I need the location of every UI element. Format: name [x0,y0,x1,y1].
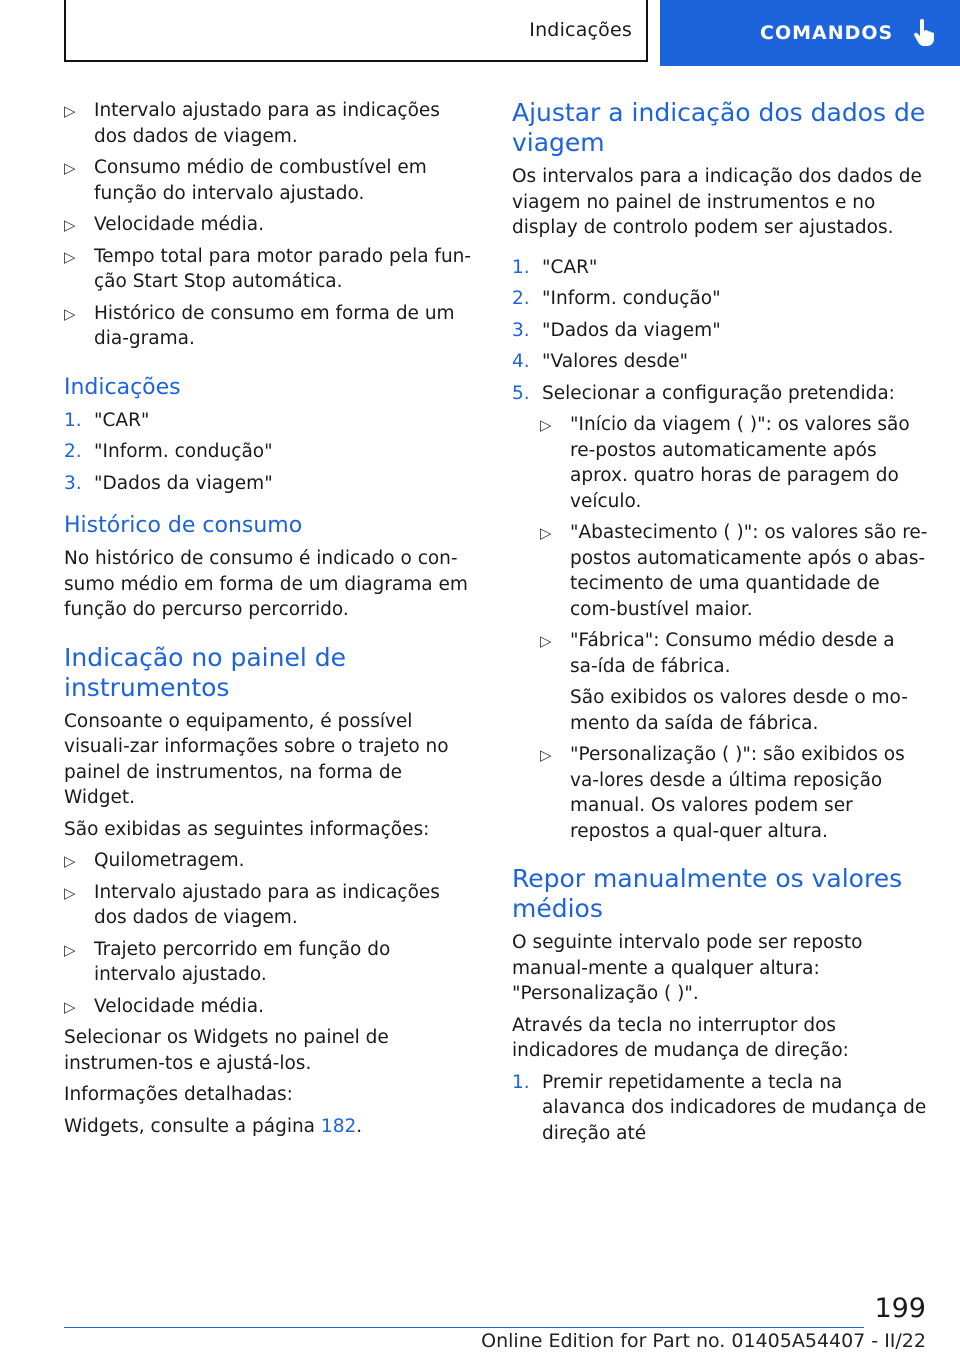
paragraph: Os intervalos para a indicação dos dados de viagem no painel de instrumentos e no display de controlo podem ser ajustados. [512,166,922,238]
paragraph: Selecionar os Widgets no painel de instrumen-tos e ajustá-los. [64,1027,389,1074]
step-item: 2. "Inform. condução" [512,288,721,309]
page-reference-link[interactable]: 182 [320,1115,357,1137]
step-item: 1. "CAR" [512,256,598,278]
header-chapter-title: COMANDOS [760,22,894,44]
paragraph: São exibidas as seguintes informações: [64,818,430,840]
list-item: ▷ Velocidade média. [64,994,478,1020]
step-item: 1. Premir repetidamente a tecla na alavanca dos indicadores de mudança de direção até [512,1071,927,1144]
list-item: ▷ Trajeto percorrido em função do intervalo ajustado. [64,938,391,985]
arrow-bullet-icon: ▷ [540,524,552,542]
paragraph: No histórico de consumo é indicado o con-sumo médio em forma de um diagrama em função do percurso percorrido. [64,548,468,620]
list-item: ▷ Tempo total para motor parado pela fun-ção Start Stop automática. [64,245,472,292]
heading-repor: Repor manualmente os valores médios [512,864,903,923]
step-item: 4. "Valores desde" [512,351,689,372]
paragraph: Informações detalhadas: [64,1084,293,1105]
list-item: ▷ "Abastecimento ( )": os valores são re-postos automaticamente após o abas-tecimento de uma quantidade de com-bustível maior. [540,522,928,620]
step-item: 5. Selecionar a configuração pretendida: [512,382,895,404]
list-item: ▷ Intervalo ajustado para as indicações dos dados de viagem. [64,881,440,928]
header-chapter-box [660,0,960,66]
paragraph: Widgets, consulte a página 182. [64,1115,363,1137]
list-item: ▷ "Início da viagem ( )": os valores são re-postos automaticamente após aprox. quatro horas de paragem do veículo. [540,414,910,512]
arrow-bullet-icon: ▷ [540,632,552,650]
list-item: ▷ Histórico de consumo em forma de um dia-grama. [64,302,455,349]
paragraph: Através da tecla no interruptor dos indicadores de mudança de direção: [512,1014,849,1061]
arrow-bullet-icon: ▷ [64,940,76,959]
footer-divider [64,1327,864,1328]
arrow-bullet-icon: ▷ [64,247,76,266]
header-section-title: Indicações [529,19,632,41]
arrow-bullet-icon: ▷ [64,852,76,870]
right-column [512,98,928,1152]
list-item: ▷ Consumo médio de combustível em função do intervalo ajustado. [64,157,427,204]
arrow-bullet-icon: ▷ [64,304,76,323]
step-item: 3. "Dados da viagem" [512,319,721,341]
arrow-bullet-icon: ▷ [64,997,76,1016]
paragraph: Consoante o equipamento, é possível visuali-zar informações sobre o trajeto no painel de instrumentos, na forma de Widget. [64,710,449,808]
list-item: ▷ Intervalo ajustado para as indicações dos dados de viagem. [64,100,440,147]
list-item: ▷ "Personalização ( )": são exibidos os va-lores desde a última reposição manual. Os valores podem ser repostos a qual-quer altura. [540,744,905,842]
paragraph: São exibidos os valores desde o mo-mento da saída de fábrica. [570,687,908,734]
edition-info: Online Edition for Part no. 01405A54407 - II/22 [481,1330,926,1352]
step-item: 3. "Dados da viagem" [64,472,273,494]
arrow-bullet-icon: ▷ [540,746,552,764]
heading-ajustar: Ajustar a indicação dos dados de viagem [512,98,926,157]
paragraph: O seguinte intervalo pode ser reposto manual-mente a qualquer altura: "Personalização ( )". [512,932,863,1004]
heading-historico: Histórico de consumo [64,513,303,538]
arrow-bullet-icon: ▷ [64,883,76,902]
header-section-box [64,0,648,62]
step-item: 2. "Inform. condução" [64,441,273,462]
arrow-bullet-icon: ▷ [540,416,552,434]
arrow-bullet-icon: ▷ [64,102,76,120]
hand-pointer-icon [913,19,935,47]
list-item: ▷ "Fábrica": Consumo médio desde a sa-ída de fábrica. [540,630,895,677]
page-number: 199 [874,1293,926,1324]
list-item: ▷ Quilometragem. [64,848,478,874]
arrow-bullet-icon: ▷ [64,216,76,234]
heading-painel: Indicação no painel de instrumentos [64,642,346,702]
heading-indicacoes: Indicações [64,374,181,400]
left-column [64,98,478,1145]
arrow-bullet-icon: ▷ [64,159,76,177]
step-item: 1. "CAR" [64,409,150,431]
list-item: ▷ Velocidade média. [64,212,478,238]
